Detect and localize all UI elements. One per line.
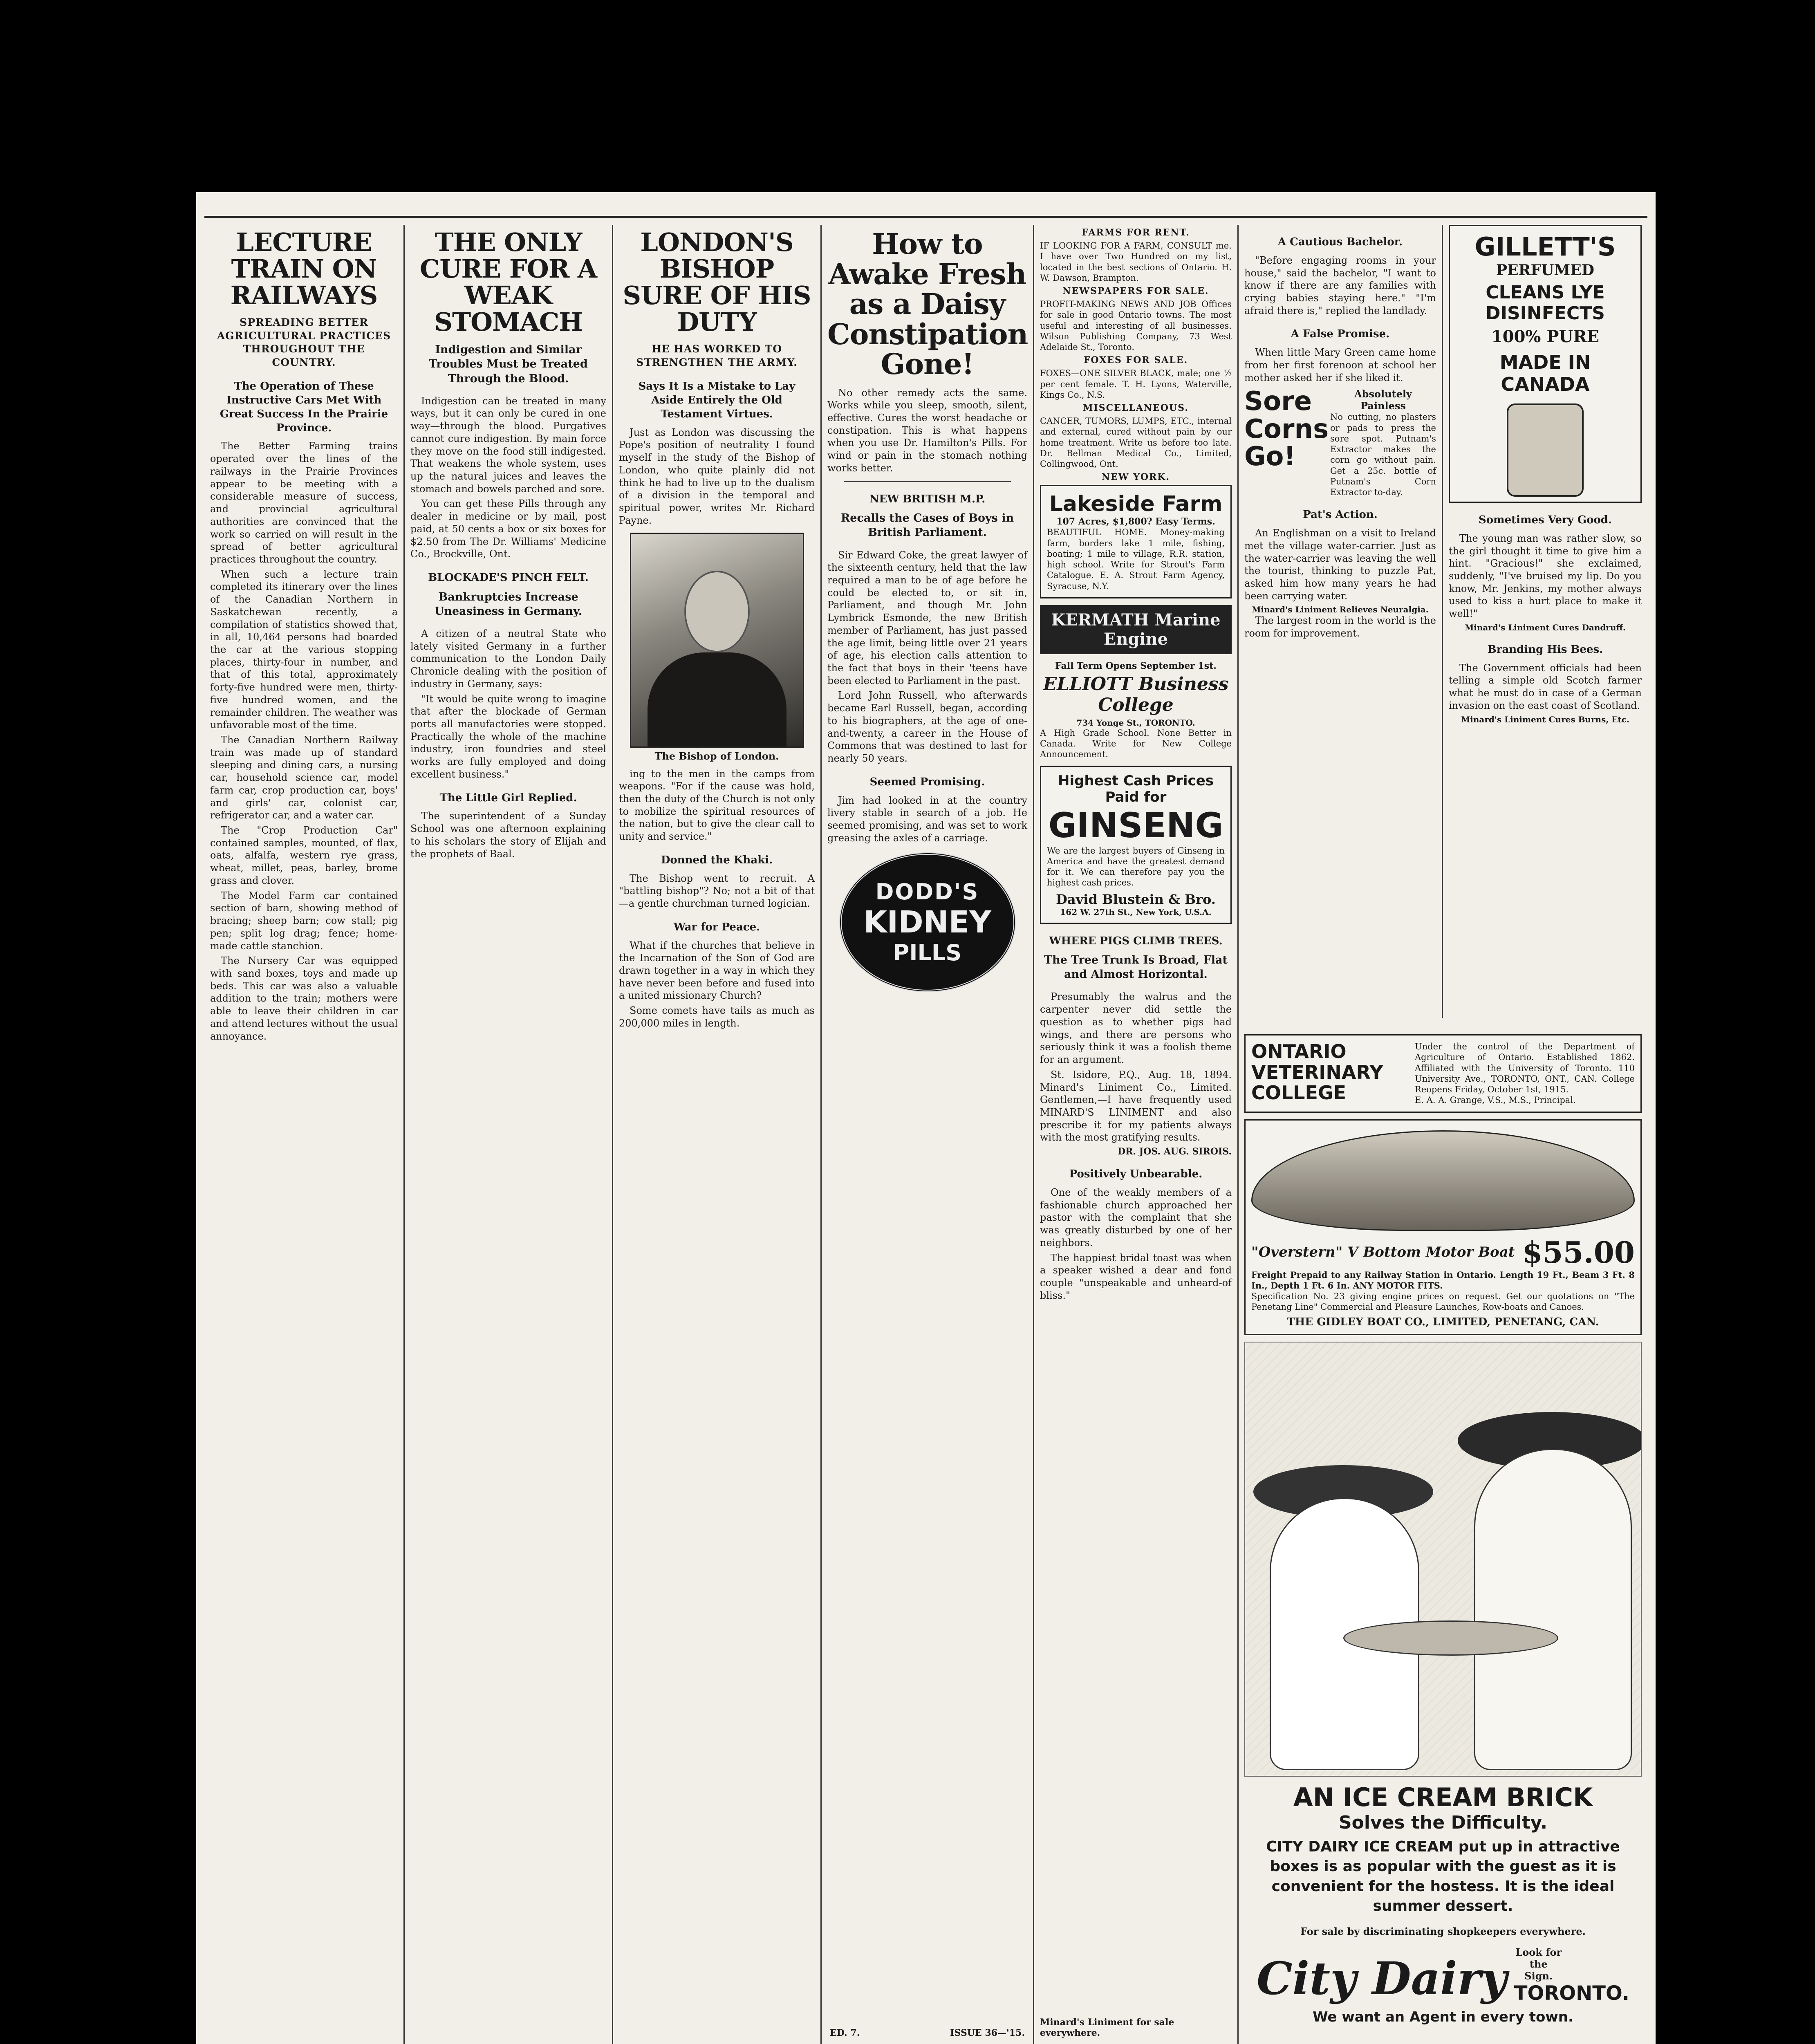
ice-cream-title: AN ICE CREAM BRICK xyxy=(1293,1782,1593,1812)
agent-wanted: We want an Agent in every town. xyxy=(1313,2008,1573,2025)
top-rule xyxy=(204,216,1647,218)
boat-spec: Specification No. 23 giving engine prices on request. Get our quotations on "The Penetang Line" Commercial and Pleasure Launches, Row-boats and Canoes. xyxy=(1251,1291,1635,1312)
article-paragraph: A citizen of a neutral State who lately visited Germany in a further communication to the London Daily Chronicle dealing with the position of industry in Germany, says: xyxy=(410,628,606,690)
lower-right-ads xyxy=(1239,1034,1647,2044)
article-paragraph: No other remedy acts the same. Works while you sleep, smooth, silent, effective. Cures the worst headache or constipation. This is what happens when you use Dr. Hamilton's Pills. For wind or pain in the stomach nothing works better. xyxy=(827,387,1027,474)
dodds-kidney-pills-ad xyxy=(839,852,1016,992)
lakeside-subtitle: 107 Acres, $1,800? Easy Terms. xyxy=(1056,516,1215,527)
gillett-pure: 100% PURE xyxy=(1491,327,1600,346)
article-paragraph: Just as London was discussing the Pope's position of neutrality I found myself in the study of the Bishop of London, who quite plainly did not think he had to live up to the dualism of a division in the temporal and spiritual power, writes Mr. Richard Payne. xyxy=(619,426,815,526)
newspaper-page xyxy=(196,192,1656,2044)
subhead-lecture-train: The Operation of These Instructive Cars Met With Great Success In the Prairie Province. xyxy=(220,380,388,434)
kermath-ad: KERMATH Marine Engine xyxy=(1040,605,1232,654)
article-paragraph: "Before engaging rooms in your house," said the bachelor, "I want to know if there are any families with crying babies staying here." "I'm afraid there is," replied the landlady. xyxy=(1244,254,1436,316)
subhead-bees: Branding His Bees. xyxy=(1487,643,1603,656)
classified-heading: NEWSPAPERS FOR SALE. xyxy=(1062,286,1209,296)
gillett-perfumed: PERFUMED xyxy=(1496,262,1594,279)
article-paragraph: When little Mary Green came home from her first forenoon at school her mother asked her if she liked it. xyxy=(1244,347,1436,383)
column-constipation xyxy=(822,225,1034,2044)
dodds-brand: DODD'S xyxy=(875,879,979,905)
boat-label: "Overstern" V Bottom Motor Boat xyxy=(1251,1244,1515,1260)
headline-lecture-train: LECTURE TRAIN ON RAILWAYS xyxy=(230,227,378,311)
classified-foxes: FOXES—ONE SILVER BLACK, male; one ½ per cent female. T. H. Lyons, Waterville, Kings Co., N.S. xyxy=(1040,368,1232,400)
subhead-pats-action: Pat's Action. xyxy=(1303,509,1378,521)
fall-term-notice: Fall Term Opens September 1st. xyxy=(1055,660,1217,671)
boat-price: $55.00 xyxy=(1522,1235,1635,1270)
letter-signature: DR. JOS. AUG. SIROIS. xyxy=(1118,1146,1232,1157)
separator xyxy=(844,481,1011,482)
column-short-items xyxy=(1239,225,1443,1018)
article-paragraph: An Englishman on a visit to Ireland met the village water-carrier. Just as the water-carrier was leaving the well the tourist, thinking to puzzle Pat, asked him how many years he had been carrying water. xyxy=(1244,527,1436,602)
city-dairy-logo: City Dairy xyxy=(1257,1952,1507,2005)
subhead-blockade: BLOCKADE'S PINCH FELT. xyxy=(428,572,589,584)
sore-corns-title: Sore Corns Go! xyxy=(1244,386,1329,472)
article-paragraph: The Government officials had been telling a simple old Scotch farmer what he must do in case of a German invasion on the east coast of Scotland. xyxy=(1449,662,1642,711)
gillett-canada: MADE IN CANADA xyxy=(1499,351,1591,395)
headline-constipation: How to Awake Fresh as a Daisy Constipation Gone! xyxy=(827,227,1028,381)
article-paragraph: The Canadian Northern Railway train was made up of standard sleeping and dining cars, a nursing car, household science car, model farm car, crop production car, boys' and girls' car, colonist car, refrigerator car, and a water car. xyxy=(210,734,398,821)
subhead-seemed-promising: Seemed Promising. xyxy=(869,775,985,788)
article-paragraph: You can get these Pills through any dealer in medicine or by mail, post paid, at 50 cents a box or six boxes for $2.50 from The Dr. Williams' Medicine Co., Brockville, Ont. xyxy=(410,498,606,560)
deck-british-mp: Recalls the Cases of Boys in British Parliament. xyxy=(840,512,1014,539)
ice-cream-illustration xyxy=(1244,1342,1642,1777)
table-shape xyxy=(1343,1620,1558,1656)
gillett-brand: GILLETT'S xyxy=(1474,232,1616,262)
classified-heading: NEW YORK. xyxy=(1101,472,1170,483)
classified-farm: IF LOOKING FOR A FARM, CONSULT me. I have over Two Hundred on my list, located in the best sections of Ontario. H. W. Dawson, Brampton. xyxy=(1040,241,1232,283)
ovc-title: ONTARIO VETERINARY COLLEGE xyxy=(1251,1040,1383,1104)
subhead-false-promise: A False Promise. xyxy=(1291,328,1390,341)
elliott-body: A High Grade School. None Better in Canada. Write for New College Announcement. xyxy=(1040,728,1232,760)
article-paragraph: ing to the men in the camps from weapons. "For if the cause was hold, then the duty of the Church is not only to mobilize the spiritual resources of the nation, but to give the clear call to unity and service." xyxy=(619,768,815,843)
subhead-pigs: WHERE PIGS CLIMB TREES. xyxy=(1049,935,1223,947)
column-lecture-train xyxy=(204,225,405,2044)
deck-pigs: The Tree Trunk Is Broad, Flat and Almost Horizontal. xyxy=(1044,954,1228,981)
deck-blockade: Bankruptcies Increase Uneasiness in Germany. xyxy=(434,590,583,618)
subhead-war-for-peace: War for Peace. xyxy=(673,921,760,933)
column-weak-stomach xyxy=(405,225,613,2044)
headline-london-bishop: LONDON'S BISHOP SURE OF HIS DUTY xyxy=(623,227,811,337)
deck-weak-stomach: Indigestion and Similar Troubles Must be Treated Through the Blood. xyxy=(429,343,588,385)
lye-can-icon xyxy=(1507,403,1584,497)
article-paragraph: The Bishop went to recruit. A "battling bishop"? No; not a bit of that—a gentle churchman turned logician. xyxy=(619,872,815,910)
subhead-unbearable: Positively Unbearable. xyxy=(1069,1168,1203,1181)
elliott-college-title: ELLIOTT Business College xyxy=(1043,673,1229,715)
article-paragraph: The "Crop Production Car" contained samples, mounted, of flax, oats, alfalfa, western rye grass, wheat, millet, peas, barley, brome grass and clover. xyxy=(210,825,398,886)
classified-newspapers: PROFIT-MAKING NEWS AND JOB Offices for sale in good Ontario towns. The most useful and interesting of all businesses. Wilson Publishing Company, 73 West Adelaide St., Toronto. xyxy=(1040,299,1232,352)
minard-dandruff: Minard's Liniment Cures Dandruff. xyxy=(1465,622,1626,632)
issue-label: ISSUE 36—'15. xyxy=(950,2028,1025,2038)
column-classifieds xyxy=(1034,225,1239,2044)
article-paragraph: The Nursery Car was equipped with sand boxes, toys and made up beds. This car was also a valuable addition to the train; mothers were able to leave their children in car and attend lectures without the usual annoyance. xyxy=(210,955,398,1042)
gidley-company: THE GIDLEY BOAT CO., LIMITED, PENETANG, CAN. xyxy=(1287,1316,1599,1328)
deck-london-bishop: HE HAS WORKED TO STRENGTHEN THE ARMY. xyxy=(636,343,798,368)
minard-neuralgia: Minard's Liniment Relieves Neuralgia. xyxy=(1252,605,1429,615)
woman-figure xyxy=(1474,1449,1632,1770)
classified-heading: FARMS FOR RENT. xyxy=(1082,227,1190,238)
gidley-boat-ad xyxy=(1244,1119,1642,1335)
ginseng-body: We are the largest buyers of Ginseng in America and have the greatest demand for it. We can therefore pay you the highest cash prices. xyxy=(1047,845,1225,888)
article-paragraph: One of the weakly members of a fashionable church approached her pastor with the complaint that she was greatly disturbed by one of her neighbors. xyxy=(1040,1186,1232,1248)
subhead-london-bishop: Says It Is a Mistake to Lay Aside Entirely the Old Testament Virtues. xyxy=(638,380,795,420)
deck-lecture-train: SPREADING BETTER AGRICULTURAL PRACTICES THROUGHOUT THE COUNTRY. xyxy=(217,316,391,368)
article-paragraph: Sir Edward Coke, the great lawyer of the sixteenth century, held that the law required a man to be of age before he could be elected to, or sit in, Parliament, and though Mr. John Lymbrick Esmonde, the new British member of Parliament, has just passed the age limit, being little over 21 years of age, his election calls attention to the fact that boys in their 'teens have been elected to Parliament in the past. xyxy=(827,549,1027,686)
subhead-british-mp: NEW BRITISH M.P. xyxy=(869,493,986,505)
column-gillett xyxy=(1443,225,1647,1018)
article-paragraph: What if the churches that believe in the Incarnation of the Son of God are drawn together in a way in which they have never been before and fused into a united missionary Church? xyxy=(619,939,815,1002)
bishop-portrait-image xyxy=(630,533,804,748)
classified-heading: FOXES FOR SALE. xyxy=(1083,355,1188,366)
subhead-little-girl: The Little Girl Replied. xyxy=(439,791,577,804)
ginseng-ad xyxy=(1040,766,1232,924)
minard-footer: Minard's Liniment for sale everywhere. xyxy=(1040,2017,1174,2038)
portrait-face xyxy=(684,571,750,652)
dodds-pills: PILLS xyxy=(893,940,962,966)
minard-burns: Minard's Liniment Cures Burns, Etc. xyxy=(1461,714,1629,724)
article-paragraph: Some comets have tails as much as 200,000 miles in length. xyxy=(619,1005,815,1029)
lakeside-body: BEAUTIFUL HOME. Money-making farm, borders lake 1 mile, fishing, boating; 1 mile to village, R.R. station, high school. Write for Strout's Farm Catalogue. E. A. Strout Farm Agency, Syracuse, N.Y. xyxy=(1047,527,1225,591)
blustein-address: 162 W. 27th St., New York, U.S.A. xyxy=(1060,907,1212,917)
painless-label: Absolutely Painless xyxy=(1354,388,1412,412)
ontario-veterinary-ad xyxy=(1244,1034,1642,1113)
ovc-signature: E. A. A. Grange, V.S., M.S., Principal. xyxy=(1415,1095,1576,1105)
lakeside-title: Lakeside Farm xyxy=(1049,492,1223,517)
elliott-address: 734 Yonge St., TORONTO. xyxy=(1076,717,1195,728)
boat-body: Freight Prepaid to any Railway Station in Ontario. Length 19 Ft., Beam 3 Ft. 8 In., Depth 1 Ft. 6 In. ANY MOTOR FITS. xyxy=(1251,1269,1635,1291)
toronto-label: TORONTO. xyxy=(1514,1981,1629,2005)
article-paragraph: The Better Farming trains operated over the lines of the railways in the Prairie Provinces appear to be meeting with a considerable measure of success, and provincial agricultural authorities are convinced that the work so carried on will result in the spread of better agricultural practices throughout the country. xyxy=(210,440,398,565)
article-paragraph: The happiest bridal toast was when a speaker wished a dear and fond couple "unspeakable and unheard-of bliss." xyxy=(1040,1252,1232,1301)
ginseng-title: GINSENG xyxy=(1048,805,1223,845)
putnam-body: No cutting, no plasters or pads to press the sore spot. Putnam's Extractor makes the corn go without pain. Get a 25c. bottle of Putnam's Corn Extractor to-day. xyxy=(1330,412,1436,498)
dodds-kidney: KIDNEY xyxy=(863,905,991,940)
subhead-bachelor: A Cautious Bachelor. xyxy=(1277,236,1403,248)
article-paragraph: Jim had looked in at the country livery stable in search of a job. He seemed promising, and was set to work greasing the axles of a carriage. xyxy=(827,794,1027,844)
classified-heading: MISCELLANEOUS. xyxy=(1083,403,1189,413)
ginseng-top: Highest Cash Prices Paid for xyxy=(1058,772,1214,805)
headline-weak-stomach: THE ONLY CURE FOR A WEAK STOMACH xyxy=(419,227,597,337)
subhead-khaki: Donned the Khaki. xyxy=(661,854,773,866)
lakeside-farm-ad xyxy=(1040,485,1232,598)
article-paragraph: When such a lecture train completed its itinerary over the lines of the Canadian Northern in Saskatchewan recently, a compilation of statistics showed that, in all, 10,464 persons had boarded the car at the various stopping places, thirty-four in number, and that of this total, approximately forty-five hundred were men, thirty-five hundred women, and the remainder children. The weather was unfavorable most of the time. xyxy=(210,568,398,731)
boat-illustration xyxy=(1251,1130,1635,1231)
article-paragraph: The young man was rather slow, so the girl thought it time to give him a hint. "Gracious!" she exclaimed, suddenly, "I've bruised my lip. Do you know, Mr. Jenkins, my mother always used to kiss a hurt place to make it well!" xyxy=(1449,532,1642,620)
article-paragraph: Presumably the walrus and the carpenter never did settle the question as to whether pigs had wings, and there are persons who seriously think it was a foolish theme for an argument. xyxy=(1040,991,1232,1066)
ovc-body: Under the control of the Department of Agriculture of Ontario. Established 1862. Affiliated with the University of Toronto. 110 University Ave., TORONTO, ONT., CAN. College Reopens Friday, October 1st, 1915. xyxy=(1415,1042,1635,1094)
article-paragraph: Lord John Russell, who afterwards became Earl Russell, began, according to his biographers, at the age of one-and-twenty, a career in the House of Commons that was destined to last for nearly 50 years. xyxy=(827,690,1027,764)
classified-cancer: CANCER, TUMORS, LUMPS, ETC., internal and external, cured without pain by our home treatment. Write us before too late. Dr. Bellman Medical Co., Limited, Collingwood, Ont. xyxy=(1040,416,1232,469)
article-paragraph: The superintendent of a Sunday School was one afternoon explaining to his scholars the story of Elijah and the prophets of Baal. xyxy=(410,810,606,860)
portrait-coat xyxy=(648,652,786,746)
photo-caption: The Bishop of London. xyxy=(654,750,779,762)
ice-cream-sale: For sale by discriminating shopkeepers everywhere. xyxy=(1300,1925,1586,1937)
article-paragraph: The Model Farm car contained section of barn, showing method of bracing; sheep barn; cow stall; pig pen; split log drag; fence; home-made cattle stanchion. xyxy=(210,890,398,952)
blustein-name: David Blustein & Bro. xyxy=(1056,891,1216,907)
gillett-lye: CLEANS LYE DISINFECTS xyxy=(1486,282,1605,324)
minard-letter: St. Isidore, P.Q., Aug. 18, 1894. Minard's Liniment Co., Limited. Gentlemen,—I have frequently used MINARD'S LINIMENT and also prescribe it for my patients always with the most gratifying results. xyxy=(1040,1069,1232,1143)
gilletts-lye-ad xyxy=(1449,225,1642,503)
look-for-sign: Look for the Sign. xyxy=(1515,1946,1562,1982)
subhead-very-good: Sometimes Very Good. xyxy=(1478,514,1612,526)
ice-cream-body: CITY DAIRY ICE CREAM put up in attractive boxes is as popular with the guest as it is convenient for the hostess. It is the ideal summer dessert. xyxy=(1266,1838,1620,1915)
article-paragraph: The largest room in the world is the room for improvement. xyxy=(1244,615,1436,639)
article-paragraph: "It would be quite wrong to imagine that after the blockade of German ports all manufactories were stopped. Practically the whole of the machine industry, iron foundries and steel works are fully employed and doing excellent business." xyxy=(410,693,606,780)
article-paragraph: Indigestion can be treated in many ways, but it can only be cured in one way—through the blood. Purgatives cannot cure indigestion. By main force they move on the food still indigested. That weakens the whole system, uses up the natural juices and leaves the stomach and bowels parched and sore. xyxy=(410,395,606,495)
putnam-corns-ad xyxy=(1244,388,1436,498)
column-london-bishop xyxy=(613,225,822,2044)
edition-label: ED. 7. xyxy=(830,2028,860,2038)
ice-cream-subtitle: Solves the Difficulty. xyxy=(1338,1812,1548,1833)
